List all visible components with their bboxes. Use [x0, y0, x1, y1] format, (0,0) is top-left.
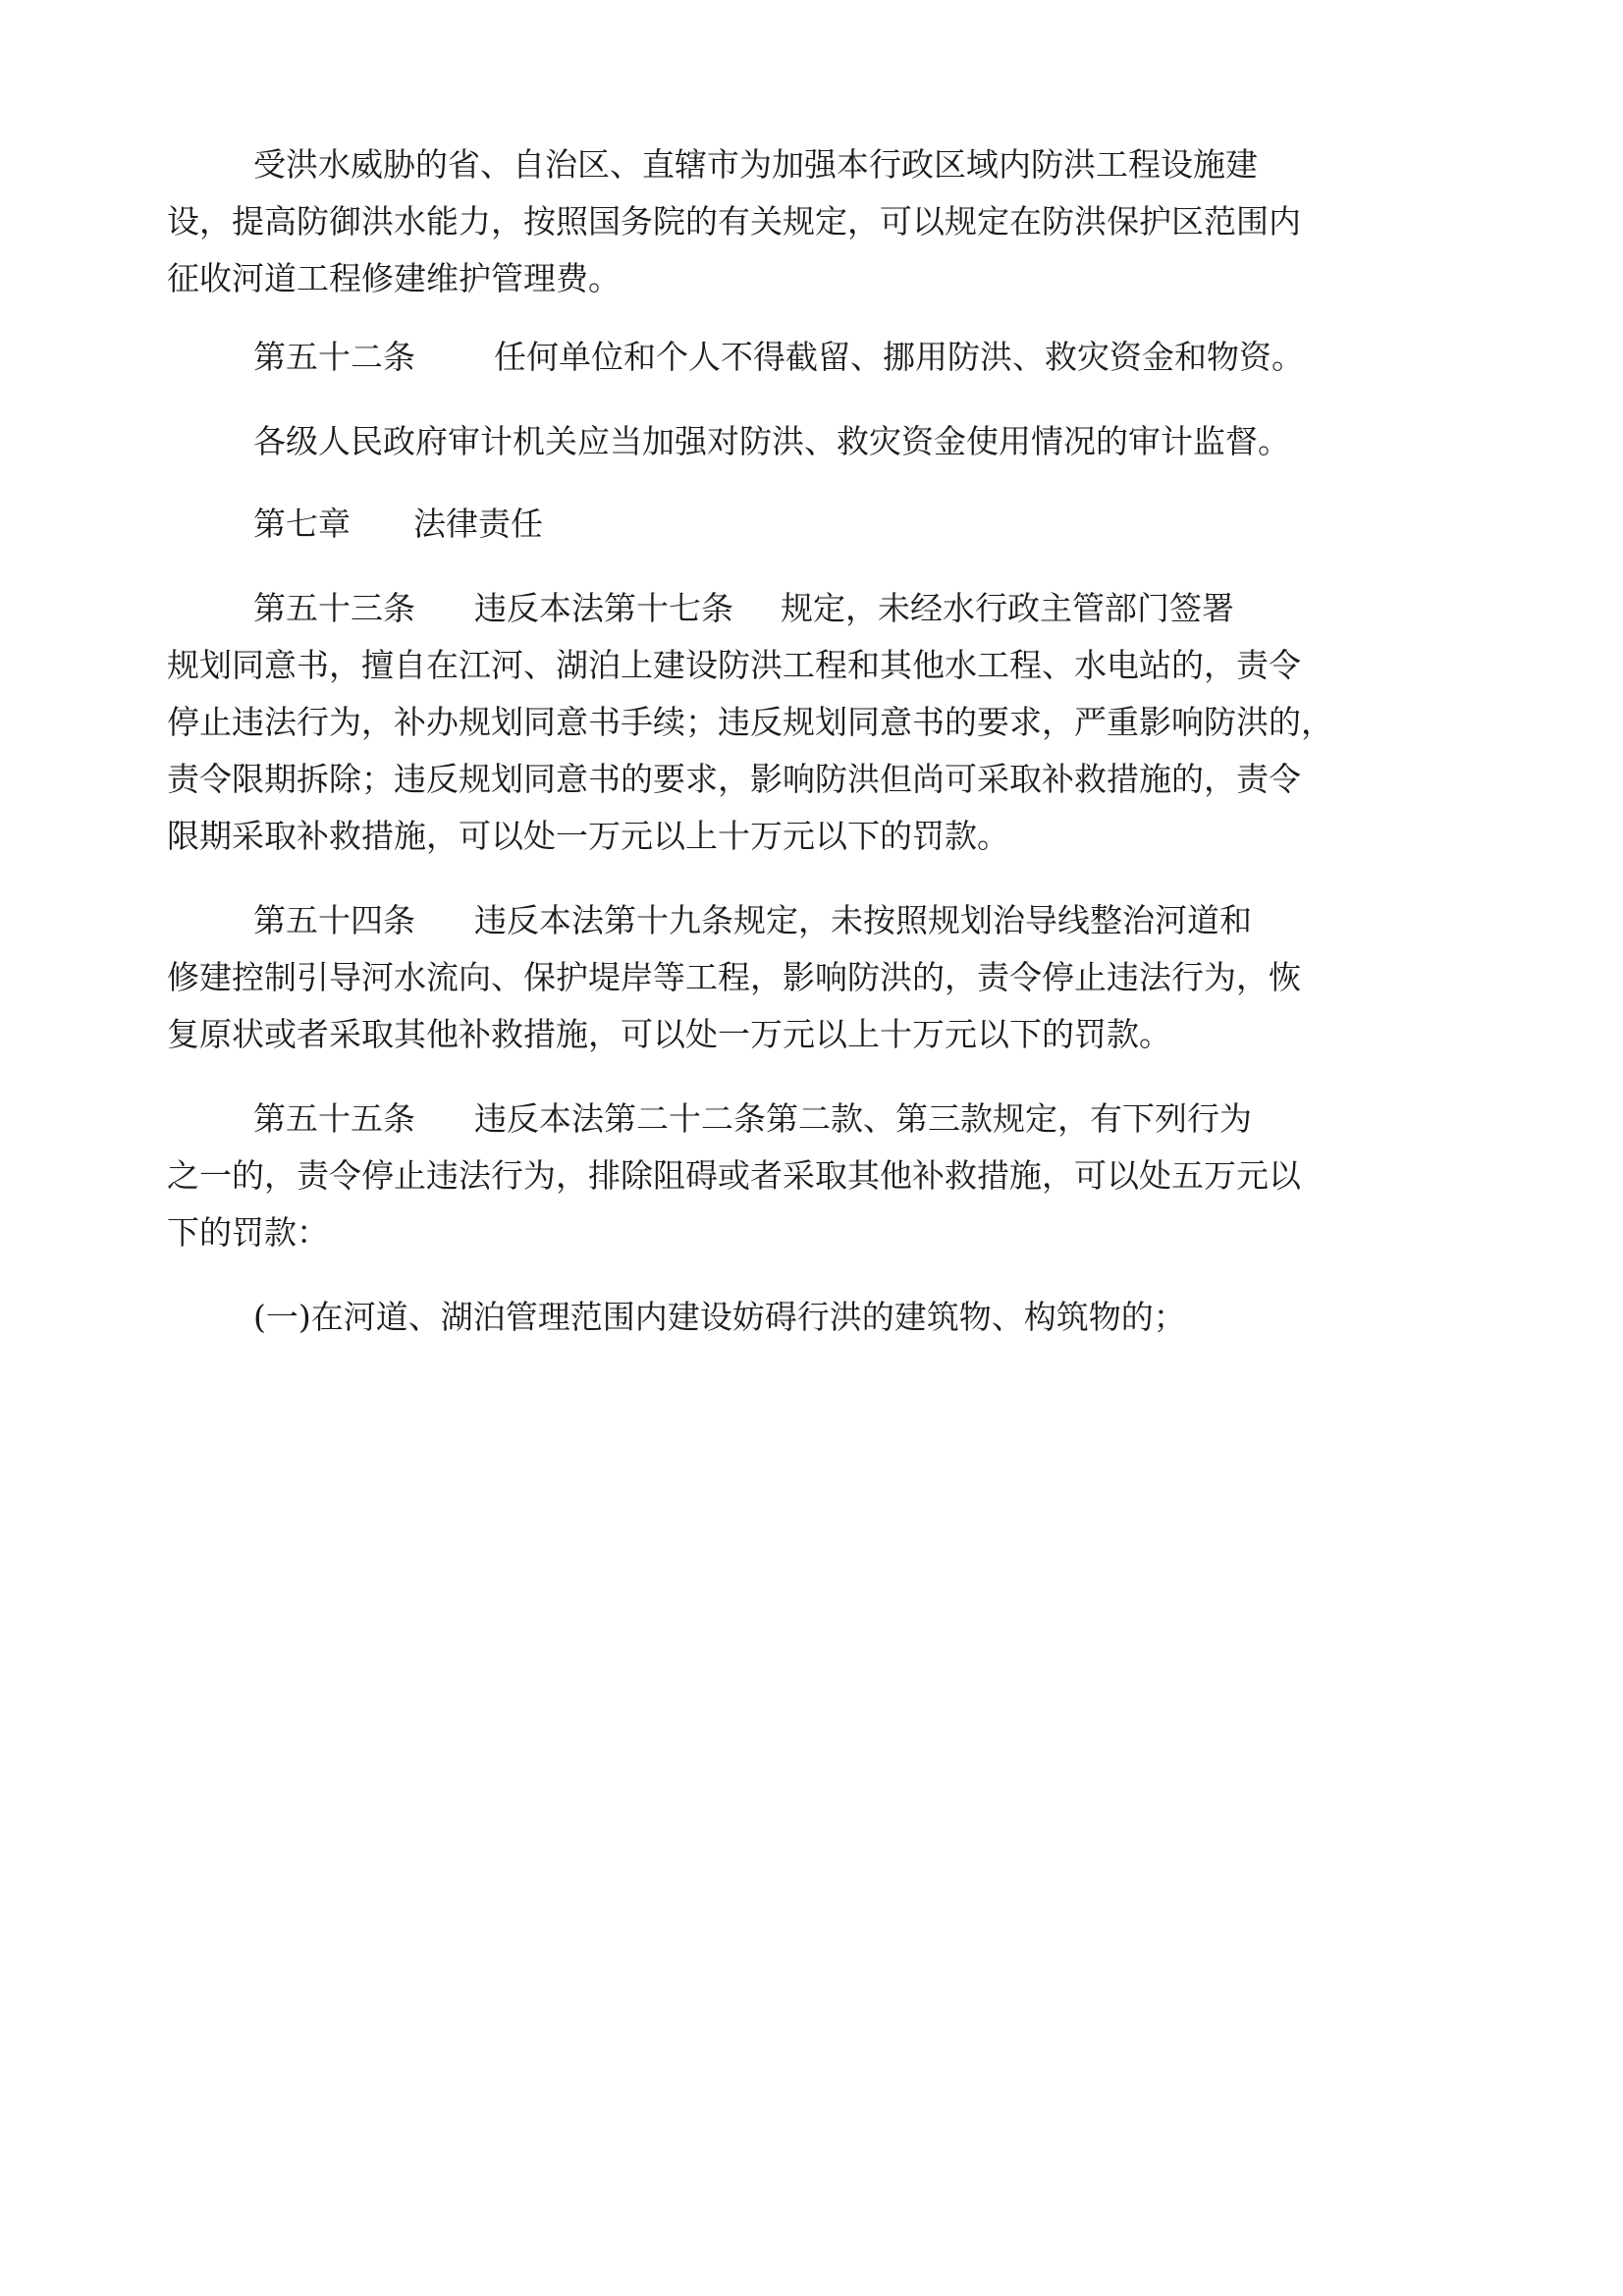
article-54-line-2: 修建控制引导河水流向、保护堤岸等工程，影响防洪的，责令停止违法行为，恢 — [167, 958, 1301, 996]
article-54-line-3: 复原状或者采取其他补救措施，可以处一万元以上十万元以下的罚款。 — [167, 1015, 1171, 1053]
article-53-line-1 — [253, 589, 1234, 628]
chapter-7-heading — [253, 505, 543, 544]
article-54-text: 违反本法第十九条规定，未按照规划治导线整治河道和 — [474, 901, 1252, 939]
article-54-label: 第五十四条 — [253, 901, 415, 939]
article-53-line-2: 规划同意书，擅自在江河、湖泊上建设防洪工程和其他水工程、水电站的，责令 — [167, 646, 1301, 684]
article-53-line-5: 限期采取补救措施，可以处一万元以上十万元以下的罚款。 — [167, 817, 1009, 855]
article-55-text: 违反本法第二十二条第二款、第三款规定，有下列行为 — [474, 1099, 1252, 1138]
chapter-7-title: 法律责任 — [413, 505, 543, 543]
article-53-line-3: 停止违法行为，补办规划同意书手续；违反规划同意书的要求，严重影响防洪的， — [167, 703, 1333, 741]
article-53-part-1: 违反本法第十七条 — [474, 589, 733, 627]
article-55-line-2: 之一的，责令停止违法行为，排除阻碍或者采取其他补救措施，可以处五万元以 — [167, 1156, 1301, 1195]
chapter-7-label: 第七章 — [253, 505, 351, 543]
article-52-text: 任何单位和个人不得截留、挪用防洪、救灾资金和物资。 — [494, 338, 1304, 376]
article-55-line-3: 下的罚款： — [167, 1213, 329, 1252]
article-52-second-paragraph: 各级人民政府审计机关应当加强对防洪、救灾资金使用情况的审计监督。 — [253, 422, 1290, 460]
article-55-item-1: (一)在河道、湖泊管理范围内建设妨碍行洪的建筑物、构筑物的； — [253, 1298, 1186, 1336]
article-52-label: 第五十二条 — [253, 338, 415, 376]
article-53-part-2: 规定，未经水行政主管部门签署 — [781, 589, 1234, 627]
article-53-line-4: 责令限期拆除；违反规划同意书的要求，影响防洪但尚可采取补救措施的，责令 — [167, 760, 1301, 798]
para1-line-3: 征收河道工程修建维护管理费。 — [167, 259, 621, 297]
para1-line-2: 设，提高防御洪水能力，按照国务院的有关规定，可以规定在防洪保护区范围内 — [167, 202, 1301, 240]
article-55-line-1 — [253, 1099, 1252, 1139]
para1-line-1: 受洪水威胁的省、自治区、直辖市为加强本行政区域内防洪工程设施建 — [253, 145, 1258, 184]
article-55-label: 第五十五条 — [253, 1099, 415, 1138]
article-52-line — [253, 338, 1304, 377]
article-54-line-1 — [253, 901, 1252, 940]
article-53-label: 第五十三条 — [253, 589, 415, 627]
